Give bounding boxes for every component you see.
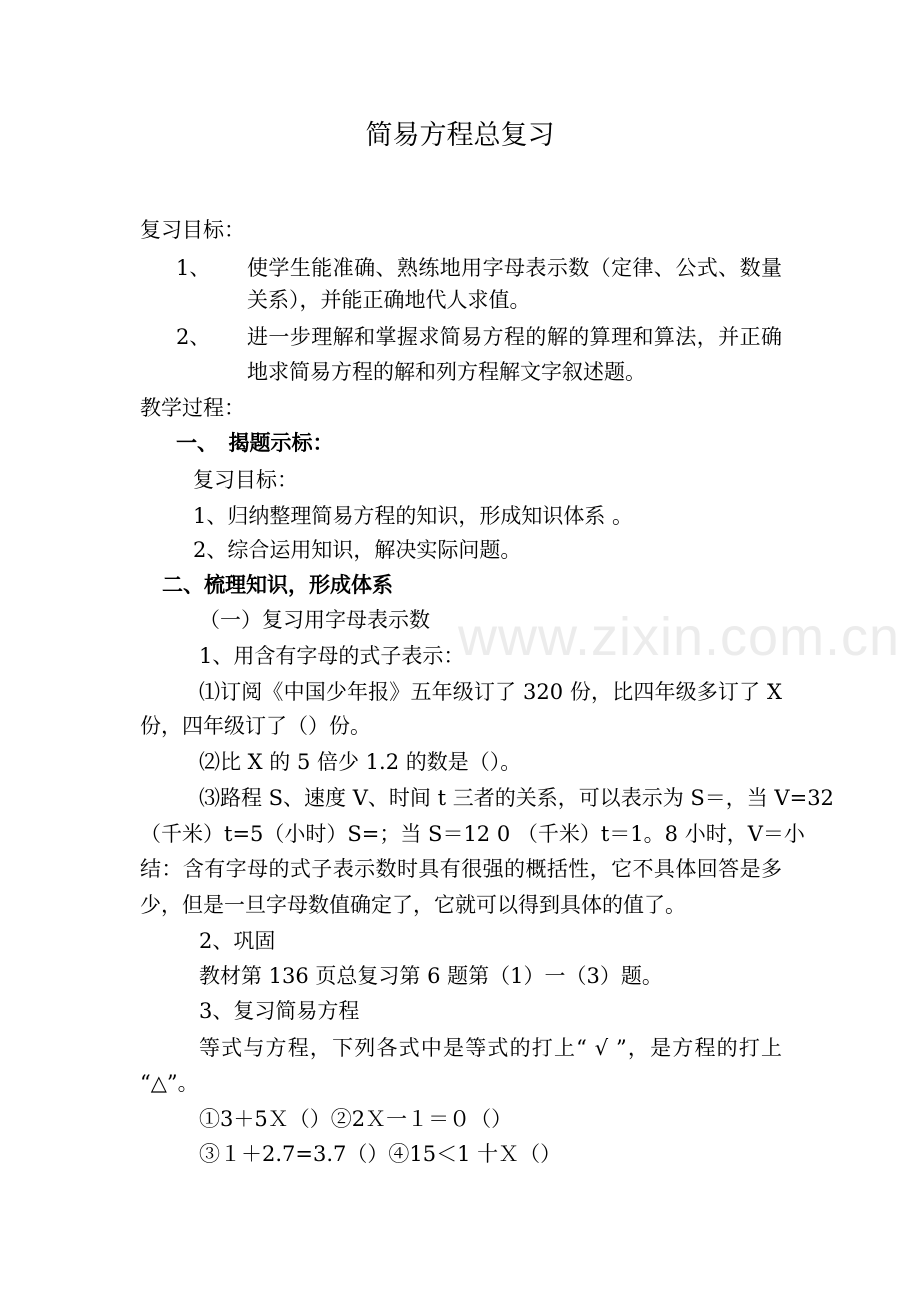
question-3-line-2: “△”。 [140, 1071, 199, 1095]
section1-heading: （一）复习用字母表示数 [199, 608, 430, 632]
part1-sub-heading: 复习目标： [193, 468, 298, 492]
problem-1-line-2: 份，四年级订了（）份。 [140, 714, 371, 738]
goal-2-line-2: 地求简易方程的解和列方程解文字叙述题。 [247, 360, 646, 384]
problem-3-line-3: 结：含有字母的式子表示数时具有很强的概括性，它不具体回答是多 [140, 857, 782, 881]
problem-3-line-4: 少，但是一旦字母数值确定了，它就可以得到具体的值了。 [140, 893, 686, 917]
goal-1-line-1: 使学生能准确、熟练地用字母表示数（定律、公式、数量 [247, 256, 782, 280]
part1-item-2: 2、综合运用知识，解决实际问题。 [193, 538, 522, 562]
problem-1-line-1: ⑴订阅《中国少年报》五年级订了 320 份，比四年级多订了 X [199, 680, 782, 704]
goal-1-number: 1、 [176, 256, 211, 280]
question-1: 1、用含有字母的式子表示： [199, 644, 465, 668]
goal-1-line-2: 关系），并能正确地代人求值。 [247, 288, 531, 312]
question-2-text: 教材第 136 页总复习第 6 题第（1）一（3）题。 [199, 964, 663, 988]
page-title: 简易方程总复习 [365, 120, 555, 151]
equation-row-1: ①3＋5Ｘ（）②2Ｘ一１＝０（） [199, 1107, 513, 1131]
question-2: 2、巩固 [199, 929, 276, 953]
process-heading: 教学过程： [140, 396, 245, 420]
watermark: www.zixin.com.cn [458, 607, 901, 667]
goal-2-line-1: 进一步理解和掌握求简易方程的解的算理和算法，并正确 [247, 325, 782, 349]
part2-heading: 二、梳理知识，形成体系 [162, 573, 393, 597]
equation-row-2: ③１＋2.7=3.7（）④15＜1 十Ｘ（） [199, 1142, 562, 1166]
part1-item-1: 1、归纳整理简易方程的知识，形成知识体系 。 [193, 504, 634, 528]
problem-3-line-1: ⑶路程 S、速度 V、时间 t 三者的关系，可以表示为 S＝，当 V=32 [199, 786, 834, 810]
problem-3-line-2: （千米）t=5（小时）S=；当 S＝12 0 （千米）t＝1。8 小时，V＝小 [140, 822, 805, 846]
problem-2: ⑵比 X 的 5 倍少 1.2 的数是（）。 [199, 750, 522, 774]
question-3-line-1: 等式与方程，下列各式中是等式的打上“ √ ”，是方程的打上 [199, 1036, 782, 1060]
goals-heading: 复习目标： [140, 218, 245, 242]
goal-2-number: 2、 [176, 325, 211, 349]
part1-heading: 一、 揭题示标： [176, 431, 334, 455]
question-3: 3、复习简易方程 [199, 999, 360, 1023]
